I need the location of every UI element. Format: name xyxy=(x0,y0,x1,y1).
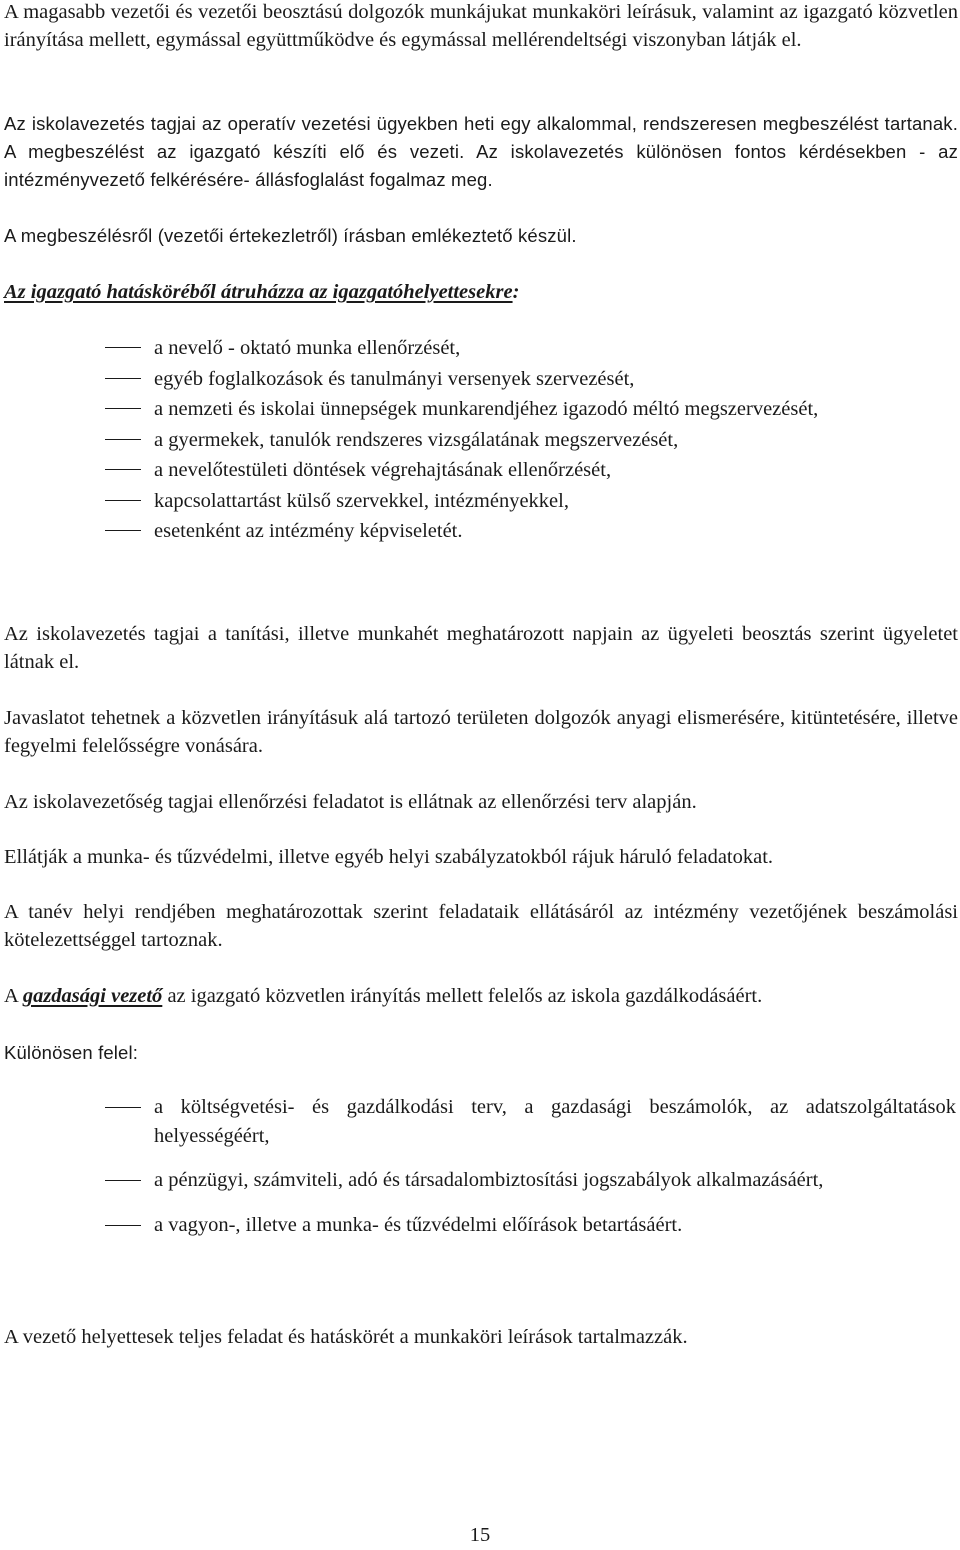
finance-responsibility-item xyxy=(0,1166,960,1195)
paragraph-deputy-duties: A vezető helyettesek teljes feladat és hatáskörét a munkaköri leírások tartalmazzák. xyxy=(4,1326,688,1348)
paragraph-recognition-proposals: Javaslatot tehetnek a közvetlen irányításuk alá tartozó területen dolgozók anyagi elismerésére, kitüntetésére, illetve fegyelmi felelősségre vonására. xyxy=(4,707,958,757)
dash-bullet-icon xyxy=(105,378,141,379)
list-item-text: kapcsolattartást külső szervekkel, intézményekkel, xyxy=(154,489,569,512)
delegated-task-item xyxy=(0,364,960,395)
list-item-text: a vagyon-, illetve a munka- és tűzvédelmi előírások betartásáért. xyxy=(154,1213,683,1236)
page-number: 15 xyxy=(469,1524,491,1546)
dash-bullet-icon xyxy=(105,408,141,409)
list-item-text: a nevelőtestületi döntések végrehajtásának ellenőrzését, xyxy=(154,459,612,481)
finance-manager-suffix: az igazgató közvetlen irányítás mellett felelős az iskola gazdálkodásáért. xyxy=(162,985,763,1007)
dash-bullet-icon xyxy=(105,500,141,501)
delegated-tasks-list xyxy=(0,333,960,547)
delegation-heading-text: Az igazgató hatásköréből átruházza az igazgatóhelyettesekre xyxy=(4,281,513,303)
finance-responsibility-item xyxy=(0,1093,960,1150)
paragraph-reporting-obligation: A tanév helyi rendjében meghatározottak szerint feladataik ellátásáról az intézmény vezetőjének beszámolási kötelezettséggel tartoznak. xyxy=(4,901,958,951)
paragraph-safety-duties: Ellátják a munka- és tűzvédelmi, illetve egyéb helyi szabályzatokból rájuk háruló feladatokat. xyxy=(4,846,774,868)
list-item-text: egyéb foglalkozások és tanulmányi versenyek szervezését, xyxy=(154,367,635,390)
finance-responsibility-item xyxy=(0,1211,960,1240)
dash-bullet-icon xyxy=(105,1107,141,1108)
list-item-text: a nemzeti és iskolai ünnepségek munkarendjéhez igazodó méltó megszervezését, xyxy=(154,398,819,420)
list-item-text: esetenként az intézmény képviseletét. xyxy=(154,520,463,542)
finance-manager-term: gazdasági vezető xyxy=(22,985,163,1007)
delegation-heading-colon: : xyxy=(512,281,520,303)
dash-bullet-icon xyxy=(105,439,141,440)
paragraph-inspection-duties: Az iskolavezetőség tagjai ellenőrzési feladatot is ellátnak az ellenőrzési terv alapján. xyxy=(4,791,697,813)
delegated-task-item xyxy=(0,425,960,456)
paragraph-especially-responsible: Különösen felel: xyxy=(4,1042,139,1063)
list-item-text: a gyermekek, tanulók rendszeres vizsgálatának megszervezését, xyxy=(154,428,679,451)
delegated-task-item xyxy=(0,516,960,547)
finance-manager-prefix: A xyxy=(4,985,23,1007)
dash-bullet-icon xyxy=(105,530,141,531)
paragraph-finance-manager xyxy=(4,982,958,1010)
delegated-task-item xyxy=(0,394,960,425)
paragraph-leaders-cooperation: A magasabb vezetői és vezetői beosztású dolgozók munkájukat munkaköri leírásuk, valamint az igazgató közvetlen irányítása mellett, egymással együttműködve és egymással mellérendeltségi viszonyban látják el. xyxy=(4,1,958,51)
dash-bullet-icon xyxy=(105,469,141,470)
delegated-task-item xyxy=(0,333,960,364)
delegated-task-item xyxy=(0,486,960,517)
delegation-heading xyxy=(4,278,958,306)
paragraph-duty-schedule: Az iskolavezetés tagjai a tanítási, illetve munkahét meghatározott napjain az ügyeleti beosztás szerint ügyeletet látnak el. xyxy=(4,623,958,673)
list-item-text: a nevelő - oktató munka ellenőrzését, xyxy=(154,337,461,359)
paragraph-weekly-meeting: Az iskolavezetés tagjai az operatív vezetési ügyekben heti egy alkalommal, rendszeresen megbeszélést tartanak. A megbeszélést az igazgató készíti elő és vezeti. Az iskolavezetés különösen fontos kérdésekben - az intézményvezető felkérésére- állásfoglalást fogalmaz meg. xyxy=(4,113,958,190)
dash-bullet-icon xyxy=(105,1225,141,1226)
dash-bullet-icon xyxy=(105,1180,141,1181)
list-item-text: a pénzügyi, számviteli, adó és társadalombiztosítási jogszabályok alkalmazásáért, xyxy=(154,1169,824,1191)
dash-bullet-icon xyxy=(105,347,141,348)
paragraph-meeting-minutes: A megbeszélésről (vezetői értekezletről) írásban emlékeztető készül. xyxy=(4,225,577,246)
finance-responsibilities-list xyxy=(0,1093,960,1255)
list-item-text: a költségvetési- és gazdálkodási terv, a gazdasági beszámolók, az adatszolgáltatások helyességéért, xyxy=(154,1096,956,1147)
delegated-task-item xyxy=(0,455,960,486)
